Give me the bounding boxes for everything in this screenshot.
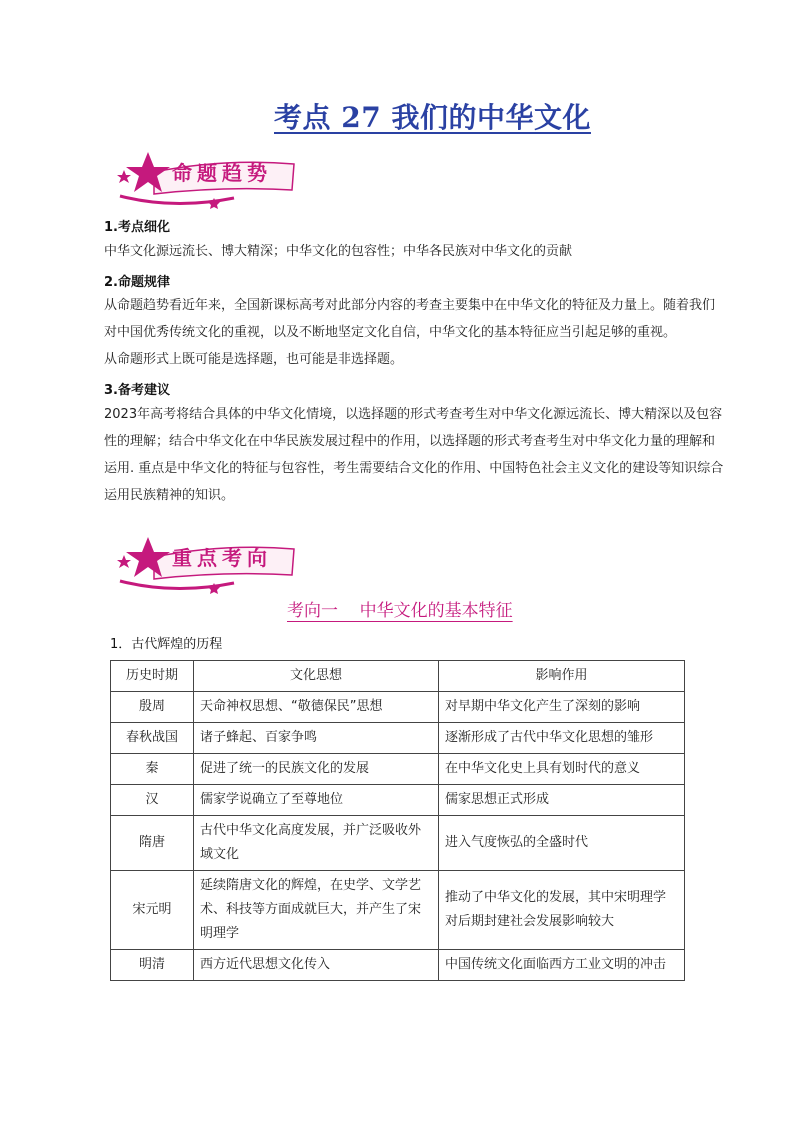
cell-impact: 进入气度恢弘的全盛时代 bbox=[439, 816, 685, 871]
cell-thought: 西方近代思想文化传入 bbox=[194, 950, 439, 981]
history-table bbox=[110, 660, 685, 981]
cell-thought: 古代中华文化高度发展，并广泛吸收外域文化 bbox=[194, 816, 439, 871]
cell-thought: 儒家学说确立了至尊地位 bbox=[194, 785, 439, 816]
section-heading-3: 3.备考建议 bbox=[104, 383, 170, 398]
cell-period: 秦 bbox=[111, 754, 194, 785]
paragraph-1: 中华文化源远流长、博大精深；中华文化的包容性；中华各民族对中华文化的贡献 bbox=[104, 244, 573, 259]
section-heading-2: 2.命题规律 bbox=[104, 275, 170, 290]
cell-impact: 中国传统文化面临西方工业文明的冲击 bbox=[439, 950, 685, 981]
trend-banner bbox=[114, 150, 304, 210]
table-row bbox=[111, 754, 685, 785]
cell-period: 明清 bbox=[111, 950, 194, 981]
header-impact: 影响作用 bbox=[439, 661, 685, 692]
focus-banner bbox=[114, 535, 304, 595]
header-thought: 文化思想 bbox=[194, 661, 439, 692]
cell-period: 汉 bbox=[111, 785, 194, 816]
cell-thought: 天命神权思想、“敬德保民”思想 bbox=[194, 692, 439, 723]
cell-impact: 儒家思想正式形成 bbox=[439, 785, 685, 816]
header-period: 历史时期 bbox=[111, 661, 194, 692]
table-row bbox=[111, 723, 685, 754]
paragraph-2: 从命题趋势看近年来，全国新课标高考对此部分内容的考查主要集中在中华文化的特征及力量上。随着我们对中国优秀传统文化的重视，以及不断地坚定文化自信，中华文化的基本特征应当引起足够的重视。 bbox=[104, 298, 716, 340]
cell-impact: 对早期中华文化产生了深刻的影响 bbox=[439, 692, 685, 723]
table-row bbox=[111, 785, 685, 816]
focus-heading: 考向一 中华文化的基本特征 bbox=[287, 601, 513, 621]
paragraph-3: 从命题形式上既可能是选择题，也可能是非选择题。 bbox=[104, 352, 404, 367]
cell-period: 隋唐 bbox=[111, 816, 194, 871]
cell-impact: 推动了中华文化的发展，其中宋明理学对后期封建社会发展影响较大 bbox=[439, 871, 685, 950]
cell-period: 春秋战国 bbox=[111, 723, 194, 754]
cell-thought: 延续隋唐文化的辉煌，在史学、文学艺术、科技等方面成就巨大，并产生了宋明理学 bbox=[194, 871, 439, 950]
focus-banner-label: 重点考向 bbox=[172, 546, 272, 570]
list-label: 1．古代辉煌的历程 bbox=[110, 637, 223, 652]
cell-impact: 在中华文化史上具有划时代的意义 bbox=[439, 754, 685, 785]
table-header-row bbox=[111, 661, 685, 692]
table-row bbox=[111, 871, 685, 950]
paragraph-4: 2023年高考将结合具体的中华文化情境，以选择题的形式考查考生对中华文化源远流长、博大精深以及包容性的理解；结合中华文化在中华民族发展过程中的作用，以选择题的形式考查考生对中华文化力量的理解和运用. 重点是中华文化的特征与包容性，考生需要结合文化的作用、中国特色社会主义文化的建设等知识综合运用民族精神的知识。 bbox=[104, 407, 724, 503]
cell-thought: 诸子蜂起、百家争鸣 bbox=[194, 723, 439, 754]
page-title: 考点 27 我们的中华文化 bbox=[274, 101, 591, 134]
table-row bbox=[111, 692, 685, 723]
trend-banner-label: 命题趋势 bbox=[172, 161, 272, 185]
cell-period: 宋元明 bbox=[111, 871, 194, 950]
table-row bbox=[111, 816, 685, 871]
cell-thought: 促进了统一的民族文化的发展 bbox=[194, 754, 439, 785]
table-row bbox=[111, 950, 685, 981]
cell-period: 殷周 bbox=[111, 692, 194, 723]
section-heading-1: 1.考点细化 bbox=[104, 220, 170, 235]
cell-impact: 逐渐形成了古代中华文化思想的雏形 bbox=[439, 723, 685, 754]
